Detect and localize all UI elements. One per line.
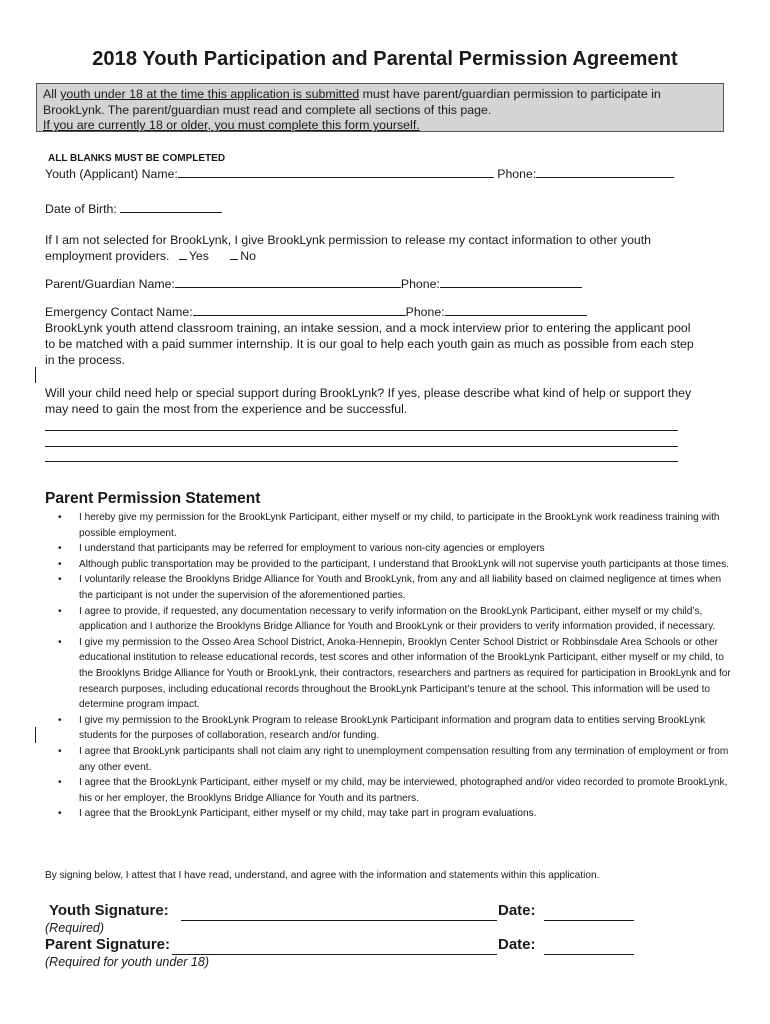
dob-label: Date of Birth: (45, 202, 117, 216)
permission-heading: Parent Permission Statement (45, 490, 261, 507)
attestation: By signing below, I attest that I have read, understand, and agree with the information and statements within this application. (45, 870, 600, 881)
emergency-name-label: Emergency Contact Name: (45, 305, 193, 319)
dob-row (45, 201, 222, 217)
guardian-name-field[interactable] (175, 276, 401, 288)
list-item: • I agree that BrookLynk participants shall not claim any right to unemployment compensation resulting from any termination of employment or from any other event. (55, 744, 735, 775)
youth-phone-field[interactable] (536, 166, 674, 178)
eligibility-notice (36, 83, 724, 132)
no-label: No (240, 249, 257, 263)
yes-label: Yes (188, 249, 209, 263)
list-item: • I agree to provide, if requested, any documentation necessary to verify information on the BrookLynk Participant, either myself or my child’s, application and I authorize the Brooklyns Bridge Alliance for Youth and BrookLynk or their providers to verify information provided, if necessary. (55, 604, 735, 635)
emergency-phone-field[interactable] (445, 304, 587, 316)
notice-underlined: youth under 18 at the time this application is submitted (60, 87, 360, 101)
permission-list (55, 510, 735, 822)
release-text-2: employment providers. (45, 249, 170, 263)
yes-checkbox[interactable] (179, 253, 187, 260)
margin-marker (35, 367, 36, 383)
youth-signature-label: Youth Signature: (49, 902, 169, 919)
youth-phone-label: Phone: (497, 167, 537, 181)
list-item: • I agree that the BrookLynk Participant, either myself or my child, may be interviewed, photographed and/or video recorded to promote BrookLynk, his or her employer, the Brooklyns Bridge Alliance for Youth and its partners. (55, 775, 735, 806)
parent-date-label: Date: (498, 936, 536, 953)
parent-signature-label: Parent Signature: (45, 936, 171, 953)
emergency-phone-label: Phone: (405, 305, 445, 319)
guardian-name-label: Parent/Guardian Name: (45, 277, 175, 291)
emergency-name-field[interactable] (193, 304, 406, 316)
list-item: • I voluntarily release the Brooklyns Bridge Alliance for Youth and BrookLynk, from any and all liability based on claimed negligence at times when the participant is not under the supervision of the aforementioned parties. (55, 572, 735, 603)
list-item: • I give my permission to the Osseo Area School District, Anoka-Hennepin, Brooklyn Center School District or Robbinsdale Area Schools or other educational institution to release educational records, test scores and other information of the BrookLynk Participant, either myself or my child, to the Brooklyns Bridge Alliance for Youth or BrookLynk, their contractors, researchers and partners as required for participation in BrookLynk and for research purposes, including educational records throughout the BrookLynk Participant’s tenure at the school. This information will be used to determine program impact. (55, 635, 735, 713)
release-row (45, 248, 256, 264)
list-item: • I hereby give my permission for the BrookLynk Participant, either myself or my child, to participate in the BrookLynk work readiness training with possible employment. (55, 510, 735, 541)
notice-line-1: All youth under 18 at the time this application is submitted must have parent/guardian permission to participate in (43, 87, 661, 101)
youth-required-note: (Required) (45, 921, 105, 935)
margin-marker (35, 727, 36, 743)
youth-name-label: Youth (Applicant) Name: (45, 167, 178, 181)
support-answer-line-1[interactable] (45, 430, 678, 431)
no-checkbox[interactable] (230, 253, 238, 260)
guardian-phone-field[interactable] (440, 276, 582, 288)
notice-line-3: If you are currently 18 or older, you must complete this form yourself. (43, 118, 420, 132)
dob-field[interactable] (120, 201, 222, 213)
form-title: 2018 Youth Participation and Parental Permission Agreement (92, 48, 678, 70)
parent-required-note: (Required for youth under 18) (45, 955, 209, 969)
guardian-phone-label: Phone: (400, 277, 440, 291)
guardian-row (45, 276, 582, 292)
list-item: • I understand that participants may be referred for employment to various non-city agencies or employers (55, 541, 735, 557)
support-answer-line-2[interactable] (45, 446, 678, 447)
emergency-row (45, 304, 587, 320)
list-item: • Although public transportation may be provided to the participant, I understand that BrookLynk will not supervise youth participants at those times. (55, 557, 735, 573)
notice-line-2: BrookLynk. The parent/guardian must read and complete all sections of this page. (43, 102, 492, 117)
program-description: BrookLynk youth attend classroom training, an intake session, and a mock interview prior to entering the applicant pool to be matched with a paid summer internship. It is our goal to help each youth gain as much as possible from each step in the process. (45, 321, 694, 367)
support-question: Will your child need help or special support during BrookLynk? If yes, please describe what kind of help or support they may need to gain the most from the experience and be successful. (45, 386, 692, 416)
release-text-1: If I am not selected for BrookLynk, I give BrookLynk permission to release my contact information to other youth (45, 233, 652, 247)
youth-date-line[interactable] (544, 920, 634, 921)
youth-signature-line[interactable] (181, 920, 497, 921)
youth-date-label: Date: (498, 902, 536, 919)
blanks-instruction: ALL BLANKS MUST BE COMPLETED (48, 153, 226, 164)
parent-date-line[interactable] (544, 954, 634, 955)
parent-signature-line[interactable] (172, 954, 497, 955)
youth-name-field[interactable] (178, 166, 494, 178)
youth-name-row (45, 166, 674, 182)
list-item: • I agree that the BrookLynk Participant, either myself or my child, may take part in program evaluations. (55, 806, 735, 822)
support-answer-line-3[interactable] (45, 461, 678, 462)
list-item: • I give my permission to the BrookLynk Program to release BrookLynk Participant information and program data to entities serving BrookLynk students for the purposes of collaboration, research and/or funding. (55, 713, 735, 744)
